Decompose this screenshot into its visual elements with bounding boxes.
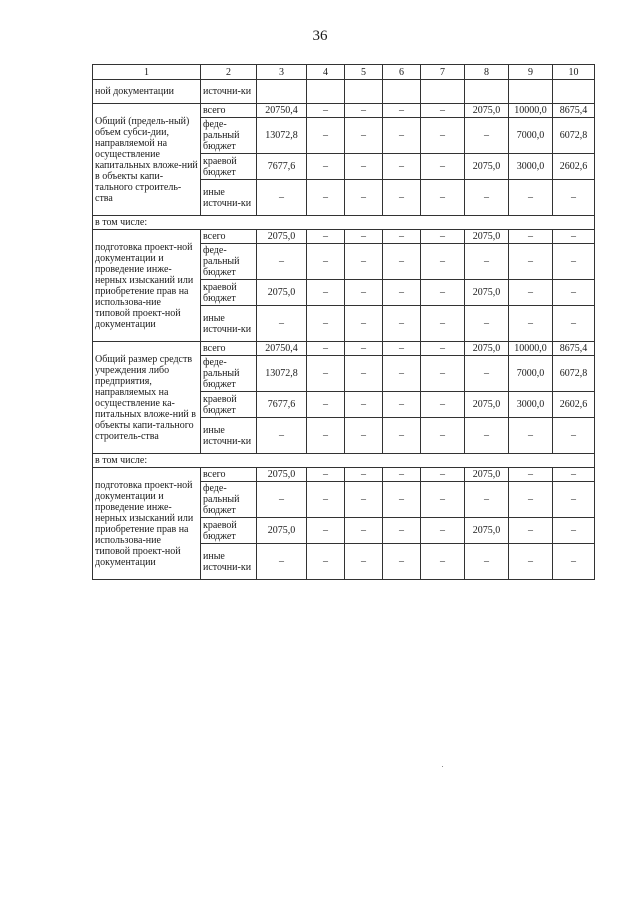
- value-cell-col-8: [465, 80, 509, 104]
- value-cell-col-10: 8675,4: [553, 342, 595, 356]
- value-cell-col-7: –: [421, 104, 465, 118]
- value-cell-col-3: 13072,8: [257, 118, 307, 154]
- value-cell-col-4: –: [307, 418, 345, 454]
- value-cell-col-6: –: [383, 306, 421, 342]
- value-cell-col-8: 2075,0: [465, 468, 509, 482]
- value-cell-col-8: –: [465, 244, 509, 280]
- funding-source: всего: [201, 342, 257, 356]
- value-cell-col-6: –: [383, 244, 421, 280]
- value-cell-col-5: –: [345, 154, 383, 180]
- value-cell-col-8: –: [465, 180, 509, 216]
- table-row: [93, 468, 595, 482]
- value-cell-col-3: 7677,6: [257, 154, 307, 180]
- value-cell-col-4: –: [307, 280, 345, 306]
- value-cell-col-9: –: [509, 418, 553, 454]
- funding-source: всего: [201, 104, 257, 118]
- funding-source: иные источни-ки: [201, 306, 257, 342]
- value-cell-col-6: –: [383, 104, 421, 118]
- value-cell-col-7: –: [421, 418, 465, 454]
- value-cell-col-10: –: [553, 544, 595, 580]
- column-number-3: 3: [257, 65, 307, 80]
- value-cell-col-9: –: [509, 280, 553, 306]
- value-cell-col-9: 3000,0: [509, 154, 553, 180]
- row-description: ной документации: [93, 80, 201, 104]
- value-cell-col-6: –: [383, 418, 421, 454]
- value-cell-col-4: –: [307, 342, 345, 356]
- funding-source: феде-ральный бюджет: [201, 482, 257, 518]
- value-cell-col-5: –: [345, 418, 383, 454]
- value-cell-col-7: –: [421, 306, 465, 342]
- table-header-row: [93, 65, 595, 80]
- row-description: подготовка проект-ной документации и проведение инже-нерных изысканий или приобретение прав на использова-ние типовой проект-ной документации: [93, 468, 201, 580]
- value-cell-col-10: –: [553, 244, 595, 280]
- value-cell-col-10: –: [553, 280, 595, 306]
- value-cell-col-6: –: [383, 280, 421, 306]
- value-cell-col-9: –: [509, 230, 553, 244]
- value-cell-col-10: 2602,6: [553, 154, 595, 180]
- value-cell-col-5: –: [345, 482, 383, 518]
- value-cell-col-8: 2075,0: [465, 518, 509, 544]
- value-cell-col-4: –: [307, 468, 345, 482]
- value-cell-col-5: –: [345, 518, 383, 544]
- value-cell-col-8: –: [465, 118, 509, 154]
- value-cell-col-10: 6072,8: [553, 356, 595, 392]
- value-cell-col-9: –: [509, 468, 553, 482]
- table-row: [93, 216, 595, 230]
- value-cell-col-8: 2075,0: [465, 230, 509, 244]
- row-description: подготовка проект-ной документации и проведение инже-нерных изысканий или приобретение прав на использова-ние типовой проект-ной документации: [93, 230, 201, 342]
- value-cell-col-9: –: [509, 306, 553, 342]
- value-cell-col-10: –: [553, 418, 595, 454]
- value-cell-col-7: –: [421, 280, 465, 306]
- value-cell-col-7: –: [421, 518, 465, 544]
- value-cell-col-10: 6072,8: [553, 118, 595, 154]
- value-cell-col-9: 10000,0: [509, 104, 553, 118]
- table-row: [93, 342, 595, 356]
- value-cell-col-7: –: [421, 342, 465, 356]
- funding-source: краевой бюджет: [201, 518, 257, 544]
- value-cell-col-10: –: [553, 482, 595, 518]
- funding-source: краевой бюджет: [201, 154, 257, 180]
- column-number-4: 4: [307, 65, 345, 80]
- value-cell-col-7: –: [421, 468, 465, 482]
- value-cell-col-9: 10000,0: [509, 342, 553, 356]
- value-cell-col-5: –: [345, 544, 383, 580]
- funding-source: источни-ки: [201, 80, 257, 104]
- value-cell-col-7: –: [421, 482, 465, 518]
- value-cell-col-4: –: [307, 180, 345, 216]
- value-cell-col-6: –: [383, 544, 421, 580]
- column-number-7: 7: [421, 65, 465, 80]
- value-cell-col-6: –: [383, 342, 421, 356]
- value-cell-col-5: –: [345, 244, 383, 280]
- value-cell-col-3: –: [257, 244, 307, 280]
- page-number: 36: [312, 28, 328, 44]
- column-number-8: 8: [465, 65, 509, 80]
- value-cell-col-9: [509, 80, 553, 104]
- value-cell-col-3: 20750,4: [257, 104, 307, 118]
- value-cell-col-8: –: [465, 418, 509, 454]
- value-cell-col-9: –: [509, 518, 553, 544]
- value-cell-col-10: –: [553, 230, 595, 244]
- value-cell-col-6: –: [383, 118, 421, 154]
- value-cell-col-7: –: [421, 180, 465, 216]
- funding-source: феде-ральный бюджет: [201, 118, 257, 154]
- value-cell-col-3: –: [257, 482, 307, 518]
- value-cell-col-4: –: [307, 154, 345, 180]
- funding-source: краевой бюджет: [201, 280, 257, 306]
- value-cell-col-3: 2075,0: [257, 280, 307, 306]
- funding-source: всего: [201, 230, 257, 244]
- value-cell-col-3: –: [257, 180, 307, 216]
- value-cell-col-8: –: [465, 482, 509, 518]
- section-label: в том числе:: [93, 454, 595, 468]
- section-label: в том числе:: [93, 216, 595, 230]
- value-cell-col-4: –: [307, 356, 345, 392]
- value-cell-col-7: –: [421, 154, 465, 180]
- funding-source: феде-ральный бюджет: [201, 356, 257, 392]
- value-cell-col-4: [307, 80, 345, 104]
- value-cell-col-4: –: [307, 392, 345, 418]
- value-cell-col-10: –: [553, 306, 595, 342]
- value-cell-col-3: 20750,4: [257, 342, 307, 356]
- value-cell-col-8: 2075,0: [465, 154, 509, 180]
- value-cell-col-8: –: [465, 306, 509, 342]
- value-cell-col-4: –: [307, 230, 345, 244]
- budget-table: [92, 64, 595, 580]
- column-number-1: 1: [93, 65, 201, 80]
- value-cell-col-7: –: [421, 392, 465, 418]
- value-cell-col-5: [345, 80, 383, 104]
- value-cell-col-6: –: [383, 180, 421, 216]
- funding-source: краевой бюджет: [201, 392, 257, 418]
- value-cell-col-7: –: [421, 544, 465, 580]
- value-cell-col-7: –: [421, 230, 465, 244]
- value-cell-col-5: –: [345, 280, 383, 306]
- funding-source: феде-ральный бюджет: [201, 244, 257, 280]
- value-cell-col-6: –: [383, 468, 421, 482]
- value-cell-col-6: –: [383, 154, 421, 180]
- value-cell-col-3: 7677,6: [257, 392, 307, 418]
- value-cell-col-5: –: [345, 356, 383, 392]
- value-cell-col-3: 2075,0: [257, 518, 307, 544]
- value-cell-col-5: –: [345, 180, 383, 216]
- value-cell-col-5: –: [345, 468, 383, 482]
- value-cell-col-3: –: [257, 544, 307, 580]
- value-cell-col-4: –: [307, 104, 345, 118]
- value-cell-col-8: 2075,0: [465, 342, 509, 356]
- value-cell-col-6: –: [383, 482, 421, 518]
- value-cell-col-7: –: [421, 118, 465, 154]
- value-cell-col-8: 2075,0: [465, 104, 509, 118]
- value-cell-col-10: [553, 80, 595, 104]
- table-row: [93, 80, 595, 104]
- value-cell-col-3: [257, 80, 307, 104]
- value-cell-col-3: –: [257, 418, 307, 454]
- value-cell-col-9: –: [509, 244, 553, 280]
- value-cell-col-5: –: [345, 342, 383, 356]
- value-cell-col-5: –: [345, 104, 383, 118]
- value-cell-col-9: 7000,0: [509, 356, 553, 392]
- scan-speck: [442, 766, 443, 767]
- value-cell-col-7: –: [421, 244, 465, 280]
- value-cell-col-8: –: [465, 356, 509, 392]
- column-number-6: 6: [383, 65, 421, 80]
- value-cell-col-10: 2602,6: [553, 392, 595, 418]
- table-row: [93, 104, 595, 118]
- value-cell-col-5: –: [345, 230, 383, 244]
- funding-source: иные источни-ки: [201, 418, 257, 454]
- value-cell-col-8: –: [465, 544, 509, 580]
- column-number-2: 2: [201, 65, 257, 80]
- value-cell-col-3: –: [257, 306, 307, 342]
- value-cell-col-3: 2075,0: [257, 230, 307, 244]
- column-number-9: 9: [509, 65, 553, 80]
- value-cell-col-6: –: [383, 356, 421, 392]
- value-cell-col-3: 13072,8: [257, 356, 307, 392]
- value-cell-col-8: 2075,0: [465, 392, 509, 418]
- value-cell-col-4: –: [307, 544, 345, 580]
- column-number-5: 5: [345, 65, 383, 80]
- value-cell-col-9: 7000,0: [509, 118, 553, 154]
- value-cell-col-4: –: [307, 244, 345, 280]
- value-cell-col-6: –: [383, 230, 421, 244]
- funding-source: иные источни-ки: [201, 180, 257, 216]
- value-cell-col-4: –: [307, 482, 345, 518]
- value-cell-col-7: –: [421, 356, 465, 392]
- value-cell-col-6: [383, 80, 421, 104]
- value-cell-col-10: –: [553, 468, 595, 482]
- value-cell-col-10: –: [553, 518, 595, 544]
- row-description: Общий (предель-ный) объем субси-дии, направляемой на осуществление капитальных вложе-ний в объекты капи-тального строитель-ства: [93, 104, 201, 216]
- value-cell-col-5: –: [345, 118, 383, 154]
- value-cell-col-6: –: [383, 392, 421, 418]
- value-cell-col-4: –: [307, 306, 345, 342]
- value-cell-col-9: 3000,0: [509, 392, 553, 418]
- value-cell-col-10: 8675,4: [553, 104, 595, 118]
- table-row: [93, 230, 595, 244]
- value-cell-col-9: –: [509, 544, 553, 580]
- column-number-10: 10: [553, 65, 595, 80]
- value-cell-col-5: –: [345, 392, 383, 418]
- funding-source: всего: [201, 468, 257, 482]
- value-cell-col-5: –: [345, 306, 383, 342]
- value-cell-col-4: –: [307, 518, 345, 544]
- table-row: [93, 454, 595, 468]
- value-cell-col-10: –: [553, 180, 595, 216]
- value-cell-col-6: –: [383, 518, 421, 544]
- value-cell-col-9: –: [509, 482, 553, 518]
- row-description: Общий размер средств учреждения либо предприятия, направляемых на осуществление ка-питальных вложе-ний в объекты капи-тального строитель-ства: [93, 342, 201, 454]
- value-cell-col-7: [421, 80, 465, 104]
- value-cell-col-8: 2075,0: [465, 280, 509, 306]
- value-cell-col-9: –: [509, 180, 553, 216]
- value-cell-col-3: 2075,0: [257, 468, 307, 482]
- funding-source: иные источни-ки: [201, 544, 257, 580]
- value-cell-col-4: –: [307, 118, 345, 154]
